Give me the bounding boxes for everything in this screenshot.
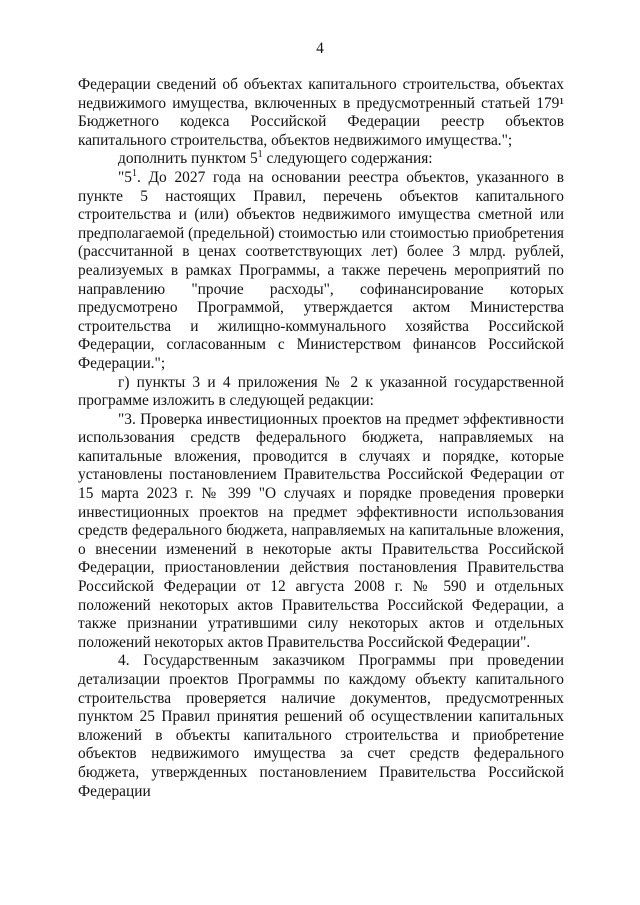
document-body bbox=[78, 76, 564, 801]
paragraph-add-point bbox=[78, 150, 564, 169]
superscript: 1 bbox=[131, 167, 137, 179]
paragraph-text: дополнить пунктом 5 bbox=[118, 150, 258, 168]
paragraph-text: следующего содержания: bbox=[262, 150, 433, 168]
paragraph-point-3: "3. Проверка инвестиционных проектов на предмет эффективности использования средств федерального бюджета, направляемых на капитальные вложения, проводится в случаях и порядке, которые установлены постановлением Правительства Российской Федерации от 15 марта 2023 г. № 399 "О случаях и порядке проведения проверки инвестиционных проектов на предмет эффективности использования средств федерального бюджета, направляемых на капитальные вложения, о внесении изменений в некоторые акты Правительства Российской Федерации, приостановлении действия постановления Правительства Российской Федерации от 12 августа 2008 г. № 590 и отдельных положений некоторых актов Правительства Российской Федерации, а также признании утратившими силу некоторых актов и отдельных положений некоторых актов Правительства Российской Федерации". bbox=[78, 410, 564, 651]
paragraph-continuation: Федерации сведений об объектах капитального строительства, объектах недвижимого имущества, включенных в предусмотренный статьей 179¹ Бюджетного кодекса Российской Федерации реестр объектов капитального строительства, объектов недвижимого имущества."; bbox=[78, 76, 564, 149]
superscript: 1 bbox=[257, 149, 263, 161]
paragraph-subpoint-g: г) пункты 3 и 4 приложения № 2 к указанной государственной программе изложить в следующей редакции: bbox=[78, 373, 564, 410]
paragraph-point-5-1 bbox=[78, 169, 564, 374]
page-number: 4 bbox=[316, 40, 324, 57]
paragraph-text: "5 bbox=[118, 168, 132, 186]
paragraph-text: . До 2027 года на основании реестра объектов, указанного в пункте 5 настоящих Правил, перечень объектов капитального строительства и (или) объектов недвижимого имущества сметной или предполагаемой (предельной) стоимостью или стоимостью приобретения (рассчитанной в ценах соответствующих лет) более 3 млрд. рублей, реализуемых в рамках Программы, а также перечень мероприятий по направлению "прочие расходы", софинансирование которых предусмотрено Программой, утверждается актом Министерства строительства и жилищно-коммунального хозяйства Российской Федерации, согласованным с Министерством финансов Российской Федерации."; bbox=[78, 168, 564, 372]
paragraph-point-4: 4. Государственным заказчиком Программы при проведении детализации проектов Программы по каждому объекту капитального строительства проверяется наличие документов, предусмотренных пунктом 25 Правил принятия решений об осуществлении капитальных вложений в объекты капитального строительства и приобретение объектов недвижимого имущества за счет средств федерального бюджета, утвержденных постановлением Правительства Российской Федерации bbox=[78, 652, 564, 800]
